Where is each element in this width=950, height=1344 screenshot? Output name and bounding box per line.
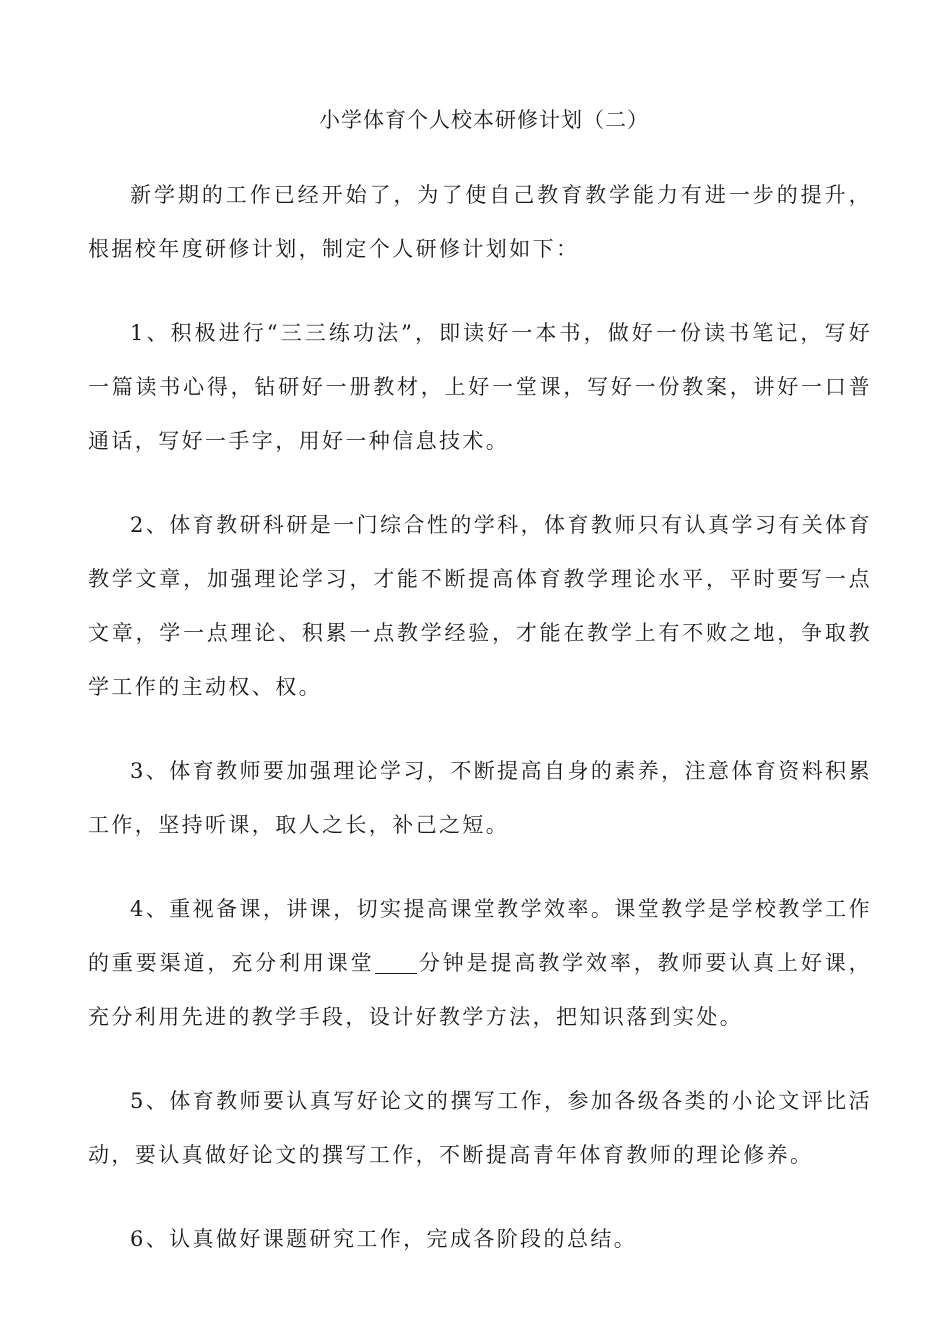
- plan-item-2: 2、体育教研科研是一门综合性的学科，体育教师只有认真学习有关体育教学文章，加强理论学习，才能不断提高体育教学理论水平，平时要写一点文章，学一点理论、积累一点教学经验，才能在教学上有不败之地，争取教学工作的主动权、权。: [88, 513, 872, 699]
- plan-item-3: 3、体育教师要加强理论学习，不断提高自身的素养，注意体育资料积累工作，坚持听课，取人之长，补己之短。: [88, 759, 872, 837]
- plan-item-6: 6、认真做好课题研究工作，完成各阶段的总结。: [130, 1227, 638, 1251]
- plan-item-4-text-a: 4、重视备课，讲课，切实提高课堂教学效率。课堂教学是学校教学工作的重要渠道，充分利用课堂: [88, 897, 872, 975]
- plan-item-5: 5、体育教师要认真写好论文的撰写工作，参加各级各类的小论文评比活动，要认真做好论文的撰写工作，不断提高青年体育教师的理论修养。: [88, 1089, 872, 1167]
- intro-paragraph: 新学期的工作已经开始了，为了使自己教育教学能力有进一步的提升，根据校年度研修计划，制定个人研修计划如下：: [88, 183, 872, 261]
- plan-item-4: [88, 882, 872, 1044]
- plan-item-1: 1、积极进行“三三练功法”，即读好一本书，做好一份读书笔记，写好一篇读书心得，钻研好一册教材，上好一堂课，写好一份教案，讲好一口普通话，写好一手字，用好一种信息技术。: [88, 321, 872, 453]
- plan-item-4-text-b: 分钟是提高教学效率，教师要认真上好课，充分利用先进的教学手段，设计好教学方法，把知识落到实处。: [88, 951, 872, 1029]
- document-title: 小学体育个人校本研修计划（二）: [319, 108, 649, 132]
- fill-in-blank: [375, 952, 417, 974]
